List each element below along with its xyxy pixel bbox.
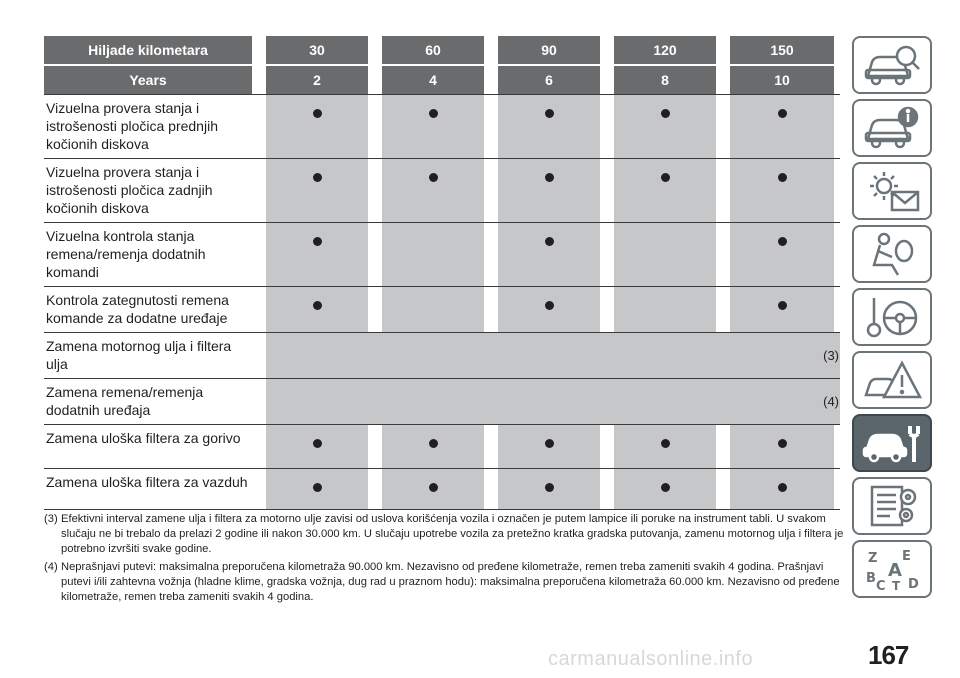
schedule-cell — [730, 469, 834, 509]
scheduled-dot — [545, 237, 554, 246]
schedule-cell — [498, 223, 600, 286]
row-label: Vizuelna provera stanja i istrošenosti pločica prednjih kočionih diskova — [46, 100, 218, 152]
footnote-text: Neprašnjavi putevi: maksimalna preporučena kilometraža 90.000 km. Nezavisno od pređene kilometraže, remen treba zameniti svakih 4 godina. Prašnjavi putevi i/ili zahtevna vožnja (hladne klime, gradska vožnja, dug rad u praznom hodu): maksimalna preporučena kilometraža 60.000 km. Nezavisno od pređene kilometraže, remen treba zameniti svakih 4 godina. — [61, 561, 840, 603]
scheduled-dot — [429, 483, 438, 492]
schedule-cell — [614, 425, 716, 468]
row-label: Zamena motornog ulja i filtera ulja — [46, 338, 232, 372]
chapter-tabs — [852, 36, 932, 603]
table-row — [44, 378, 840, 424]
scheduled-dot — [545, 439, 554, 448]
schedule-cell — [498, 159, 600, 222]
scheduled-dot — [778, 109, 787, 118]
header-row-years — [44, 66, 840, 94]
tab-emergency[interactable] — [852, 351, 932, 409]
footnote-number: (3) — [44, 513, 58, 525]
scheduled-dot — [778, 173, 787, 182]
scheduled-dot — [313, 237, 322, 246]
header-km-value: 120 — [614, 36, 716, 64]
svg-text:Z: Z — [868, 551, 878, 566]
header-km-label: Hiljade kilometara — [44, 36, 252, 64]
scheduled-dot — [778, 483, 787, 492]
watermark: carmanualsonline.info — [548, 648, 754, 670]
table-body — [44, 94, 840, 510]
schedule-cell — [614, 223, 716, 286]
note-span-cell — [266, 379, 840, 424]
table-row — [44, 94, 840, 158]
tab-car-search[interactable] — [852, 36, 932, 94]
header-km-value: 90 — [498, 36, 600, 64]
table-row — [44, 468, 840, 510]
tab-lights-messages[interactable] — [852, 162, 932, 220]
scheduled-dot — [545, 483, 554, 492]
schedule-cell — [382, 223, 484, 286]
scheduled-dot — [313, 301, 322, 310]
footnote-text: Efektivni interval zamene ulja i filtera za motorno ulje zavisi od uslova korišćenja vozila i označen je putem lampice ili poruke na instrument tabli. U svakom slučaju ne bi trebalo da prelazi 2 godine ili nakon 30.000 km. U slučaju upotrebe vozila za pretežno kratka gradska putovanja, zamenu motornog ulja i filtera je potrebno izvršiti svake godine. — [61, 513, 844, 555]
svg-text:T: T — [892, 579, 901, 592]
schedule-cell — [266, 159, 368, 222]
schedule-cell — [730, 287, 834, 332]
tab-index[interactable] — [852, 540, 932, 598]
svg-text:C: C — [876, 579, 886, 592]
svg-text:D: D — [908, 577, 919, 592]
scheduled-dot — [429, 173, 438, 182]
scheduled-dot — [661, 483, 670, 492]
scheduled-dot — [545, 301, 554, 310]
schedule-cell — [730, 159, 834, 222]
key-steering-icon — [862, 294, 922, 340]
row-label: Vizuelna kontrola stanja remena/remenja dodatnih komandi — [46, 228, 206, 280]
car-info-icon — [862, 105, 922, 151]
svg-text:E: E — [902, 549, 911, 564]
tab-technical-data[interactable] — [852, 477, 932, 535]
schedule-cell — [266, 287, 368, 332]
alphabet-index-icon — [862, 546, 922, 592]
svg-text:A: A — [888, 560, 902, 581]
scheduled-dot — [661, 109, 670, 118]
header-year-value: 8 — [614, 66, 716, 94]
row-label: Vizuelna provera stanja i istrošenosti pločica zadnjih kočionih diskova — [46, 164, 213, 216]
schedule-cell — [266, 469, 368, 509]
row-label: Zamena remena/remenja dodatnih uređaja — [46, 384, 204, 418]
light-message-icon — [862, 168, 922, 214]
schedule-cell — [498, 287, 600, 332]
schedule-cell — [382, 469, 484, 509]
schedule-cell — [730, 425, 834, 468]
footnotes — [44, 512, 844, 608]
scheduled-dot — [429, 439, 438, 448]
svg-text:B: B — [866, 571, 876, 586]
scheduled-dot — [661, 173, 670, 182]
tab-car-info[interactable] — [852, 99, 932, 157]
schedule-cell — [382, 425, 484, 468]
table-row — [44, 222, 840, 286]
scheduled-dot — [778, 237, 787, 246]
scheduled-dot — [778, 439, 787, 448]
footnote — [44, 560, 844, 605]
schedule-cell — [614, 287, 716, 332]
schedule-cell — [614, 95, 716, 158]
header-year-value: 10 — [730, 66, 834, 94]
car-search-icon — [862, 42, 922, 88]
schedule-cell — [382, 159, 484, 222]
schedule-cell — [382, 287, 484, 332]
footnote-number: (4) — [44, 561, 58, 573]
schedule-cell — [498, 95, 600, 158]
header-km-value: 60 — [382, 36, 484, 64]
schedule-cell — [266, 95, 368, 158]
warning-car-icon — [862, 357, 922, 403]
table-row — [44, 286, 840, 332]
car-wrench-icon — [862, 420, 922, 466]
row-label: Kontrola zategnutosti remena komande za dodatne uređaje — [46, 292, 229, 326]
scheduled-dot — [313, 483, 322, 492]
row-label: Zamena uloška filtera za vazduh — [46, 474, 248, 490]
schedule-cell — [498, 425, 600, 468]
row-label: Zamena uloška filtera za gorivo — [46, 430, 241, 446]
footnote-reference: (3) — [823, 348, 839, 363]
table-row — [44, 424, 840, 468]
maintenance-schedule-table — [44, 36, 840, 510]
scheduled-dot — [778, 301, 787, 310]
scheduled-dot — [545, 109, 554, 118]
scheduled-dot — [429, 109, 438, 118]
header-row-km — [44, 36, 840, 64]
schedule-cell — [266, 425, 368, 468]
spec-sheet-icon — [862, 483, 922, 529]
header-km-value: 30 — [266, 36, 368, 64]
tab-starting-driving[interactable] — [852, 288, 932, 346]
footnote — [44, 512, 844, 557]
table-row — [44, 158, 840, 222]
schedule-cell — [730, 95, 834, 158]
header-km-value: 150 — [730, 36, 834, 64]
schedule-cell — [614, 469, 716, 509]
page-number: 167 — [868, 640, 909, 670]
note-span-cell — [266, 333, 840, 378]
header-year-value: 6 — [498, 66, 600, 94]
scheduled-dot — [545, 173, 554, 182]
schedule-cell — [498, 469, 600, 509]
schedule-cell — [730, 223, 834, 286]
seat-airbag-icon — [862, 231, 922, 277]
scheduled-dot — [661, 439, 670, 448]
schedule-cell — [382, 95, 484, 158]
scheduled-dot — [313, 173, 322, 182]
header-year-value: 4 — [382, 66, 484, 94]
header-year-value: 2 — [266, 66, 368, 94]
header-years-label: Years — [44, 66, 252, 94]
footnote-reference: (4) — [823, 394, 839, 409]
table-row — [44, 332, 840, 378]
schedule-cell — [614, 159, 716, 222]
scheduled-dot — [313, 109, 322, 118]
scheduled-dot — [313, 439, 322, 448]
schedule-cell — [266, 223, 368, 286]
tab-safety[interactable] — [852, 225, 932, 283]
tab-maintenance[interactable] — [852, 414, 932, 472]
